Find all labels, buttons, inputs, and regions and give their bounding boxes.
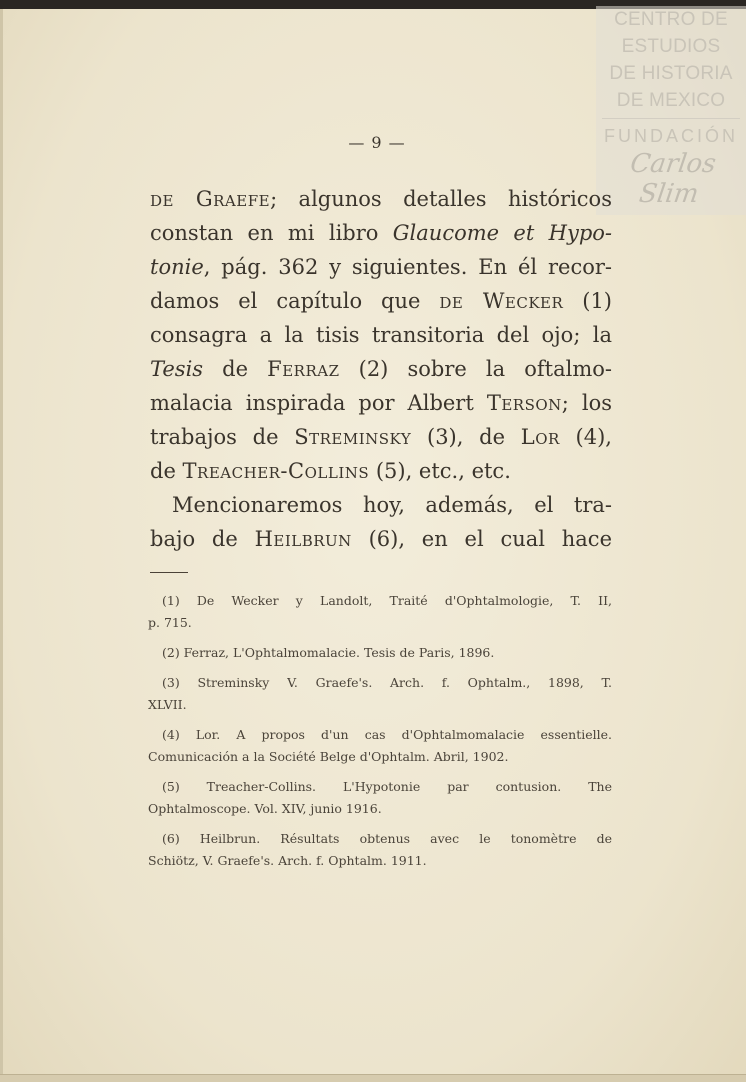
text-run: ; algunos detalles históricos (270, 187, 612, 211)
text-run: trabajos de (150, 425, 295, 449)
text-run: malacia inspirada por Albert (150, 391, 487, 415)
footnote-line: (2) Ferraz, L'Ophtalmomalacie. Tesis de Paris, 1896. (162, 645, 495, 660)
footnote (148, 590, 612, 634)
text-run: (2) sobre la oftalmo- (339, 357, 612, 381)
watermark-line: DE HISTORIA (609, 63, 733, 84)
body-paragraphs (150, 182, 612, 556)
footnotes (148, 590, 612, 880)
text-line: consagra a la tisis transitoria del ojo; la (150, 323, 612, 347)
footnote-line: Comunicación a la Société Belge d'Ophtalm. Abril, 1902. (148, 749, 509, 764)
text-line (150, 454, 612, 488)
author-name: Terson (486, 391, 562, 415)
footnote (148, 828, 612, 872)
watermark-line: DE MEXICO (616, 90, 726, 111)
text-run: ; los (561, 391, 612, 415)
author-name: Streminsky (294, 425, 412, 449)
footnote-line: p. 715. (148, 615, 192, 630)
text-line (150, 284, 612, 318)
text-run: constan en mi libro (150, 221, 393, 245)
footnote-line: XLVII. (148, 697, 187, 712)
text-run: (5), etc., etc. (369, 459, 511, 483)
text-run: bajo de (150, 527, 255, 551)
author-name: Ferraz (267, 357, 340, 381)
paragraph (150, 488, 612, 556)
footnote (148, 672, 612, 716)
archive-watermark (596, 6, 746, 215)
watermark-foundation: FUNDACIÓN (604, 126, 738, 146)
text-line: Mencionaremos hoy, además, el tra- (172, 493, 612, 517)
footnote-line: Ophtalmoscope. Vol. XIV, junio 1916. (148, 801, 382, 816)
footnote-line: (6) Heilbrun. Résultats obtenus avec le tonomètre de (162, 831, 612, 846)
text-line (150, 250, 612, 284)
author-name: Treacher-Collins (182, 459, 370, 483)
author-name: Lor (520, 425, 560, 449)
watermark-line: CENTRO DE (614, 9, 728, 30)
text-run: (6), en el cual hace (351, 527, 612, 551)
footnote-line: (3) Streminsky V. Graefe's. Arch. f. Ophtalm., 1898, T. (162, 675, 612, 690)
author-name: de Wecker (439, 289, 564, 313)
text-line (150, 182, 612, 216)
footnote (148, 642, 612, 664)
author-name: Heilbrun (254, 527, 352, 551)
watermark-divider (602, 118, 740, 119)
scan-left-border (0, 9, 3, 1081)
text-run: (4), (559, 425, 612, 449)
text-line (150, 522, 612, 556)
text-run: de (203, 357, 268, 381)
footnote (148, 724, 612, 768)
text-run: damos el capítulo que (150, 289, 440, 313)
footnote-separator (150, 572, 188, 573)
thesis-word: Tesis (150, 357, 204, 381)
footnote-line: Schiötz, V. Graefe's. Arch. f. Ophtalm. 1911. (148, 853, 427, 868)
text-run: de (150, 459, 183, 483)
text-run: (3), de (411, 425, 521, 449)
watermark-line: ESTUDIOS (621, 36, 721, 57)
book-title: Glaucome et Hypo- (392, 221, 613, 245)
footnote-line: (4) Lor. A propos d'un cas d'Ophtalmomalacie essentielle. (162, 727, 612, 742)
footnote (148, 776, 612, 820)
footnote-line: (5) Treacher-Collins. L'Hypotonie par contusion. The (162, 779, 612, 794)
text-line (150, 420, 612, 454)
page-number: — 9 — (348, 133, 406, 152)
footnote-line: (1) De Wecker y Landolt, Traité d'Ophtalmologie, T. II, (162, 593, 612, 608)
text-run: (1) (563, 289, 612, 313)
text-line (150, 216, 612, 250)
author-name: de Graefe (150, 187, 271, 211)
watermark-signature: Carlos Slim (628, 149, 718, 209)
text-run: , pág. 362 y siguientes. En él recor- (203, 255, 612, 279)
book-title: tonie (150, 255, 204, 279)
paragraph (150, 182, 612, 488)
text-line (150, 352, 612, 386)
text-line (150, 386, 612, 420)
